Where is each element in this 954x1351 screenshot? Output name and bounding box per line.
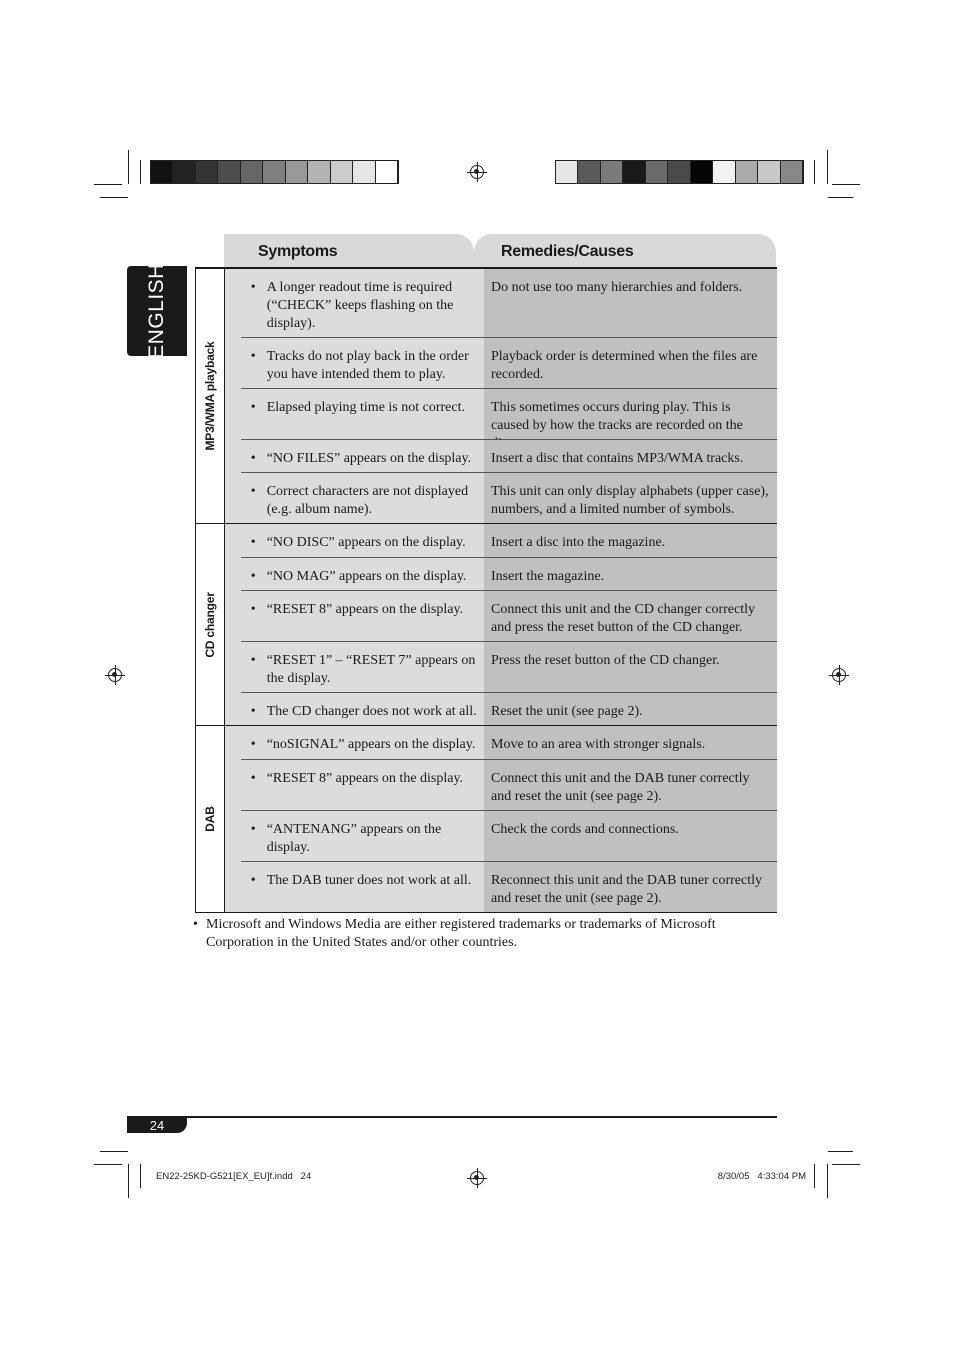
crop-mark — [140, 160, 141, 184]
group-label: MP3/WMA playback — [203, 341, 217, 451]
table-row — [225, 692, 777, 725]
symptoms-header: Symptoms — [224, 234, 474, 267]
group-label-cell — [196, 524, 225, 725]
color-swatch — [646, 161, 668, 183]
crop-mark — [94, 184, 122, 185]
crop-mark — [814, 160, 815, 184]
remedy-cell: Do not use too many hierarchies and folders. — [484, 269, 777, 337]
color-swatch — [668, 161, 690, 183]
table-row — [225, 439, 777, 472]
symptom-cell: • “NO DISC” appears on the display. — [241, 524, 484, 557]
color-swatch — [331, 161, 353, 183]
color-swatch — [376, 161, 398, 183]
remedies-header: Remedies/Causes — [474, 234, 776, 267]
remedy-cell: Check the cords and connections. — [484, 810, 777, 861]
registration-mark-icon — [108, 668, 122, 682]
color-swatch — [556, 161, 578, 183]
symptom-cell: • “RESET 1” – “RESET 7” appears on the display. — [241, 641, 484, 692]
remedy-cell: This sometimes occurs during play. This is caused by how the tracks are recorded on the — [484, 388, 777, 439]
symptom-cell: • “noSIGNAL” appears on the display. — [241, 726, 484, 759]
table-row — [225, 472, 777, 523]
group-label-cell — [196, 269, 225, 523]
color-swatch — [353, 161, 375, 183]
color-swatch — [713, 161, 735, 183]
table-row — [225, 388, 777, 439]
color-swatch — [218, 161, 240, 183]
group-dab — [195, 726, 777, 913]
color-swatch — [691, 161, 713, 183]
color-bar-left — [150, 160, 399, 184]
symptom-cell: • A longer readout time is required (“CHECK” keeps flashing on the display). — [241, 269, 484, 337]
language-tab — [127, 263, 187, 359]
color-swatch — [241, 161, 263, 183]
color-swatch — [623, 161, 645, 183]
symptom-cell: • Correct characters are not displayed (e.g. album name). — [241, 472, 484, 523]
crop-mark — [832, 1164, 860, 1165]
symptom-cell: • Elapsed playing time is not correct. — [241, 388, 484, 439]
troubleshooting-table — [195, 267, 777, 913]
footer-rule — [127, 1116, 777, 1118]
table-row — [225, 641, 777, 692]
remedy-cell: This unit can only display alphabets (upper case), numbers, and a limited number of symbols. — [484, 472, 777, 523]
registration-mark-icon — [470, 165, 484, 179]
crop-mark — [140, 1164, 141, 1188]
table-row — [225, 524, 777, 557]
remedy-cell: Reconnect this unit and the DAB tuner correctly and reset the unit (see page 2). — [484, 861, 777, 912]
page-number: 24 — [127, 1118, 187, 1133]
remedy-cell: Insert a disc into the magazine. — [484, 524, 777, 557]
crop-mark — [828, 1151, 853, 1152]
table-row — [225, 726, 777, 759]
crop-mark — [128, 1164, 129, 1198]
color-swatch — [308, 161, 330, 183]
group-mp3-wma — [195, 269, 777, 524]
slug-filename: EN22-25KD-G521[EX_EU]f.indd 24 — [156, 1171, 312, 1182]
symptom-cell: • “NO FILES” appears on the display. — [241, 439, 484, 472]
symptom-cell: • Tracks do not play back in the order you have intended them to play. — [241, 337, 484, 388]
color-swatch — [758, 161, 780, 183]
color-swatch — [196, 161, 218, 183]
symptom-cell: • “RESET 8” appears on the display. — [241, 759, 484, 810]
symptom-cell: • “NO MAG” appears on the display. — [241, 557, 484, 590]
color-swatch — [173, 161, 195, 183]
crop-mark — [128, 150, 129, 184]
group-label: CD changer — [203, 591, 217, 658]
registration-mark-icon — [470, 1171, 484, 1185]
table-row — [225, 590, 777, 641]
crop-mark — [100, 197, 128, 198]
group-label-cell — [196, 726, 225, 912]
table-row — [225, 269, 777, 337]
remedy-cell: Connect this unit and the DAB tuner correctly and reset the unit (see page 2). — [484, 759, 777, 810]
color-bar-right — [555, 160, 804, 184]
slug-datetime: 8/30/05 4:33:04 PM — [717, 1171, 806, 1182]
table-row — [225, 557, 777, 590]
trademark-footnote: • Microsoft and Windows Media are either registered trademarks or trademarks of Microsoft Corporation in the United States and/or other countries. — [193, 916, 776, 952]
color-swatch — [736, 161, 758, 183]
color-swatch — [151, 161, 173, 183]
table-row — [225, 759, 777, 810]
crop-mark — [814, 1164, 815, 1188]
symptom-cell: • “RESET 8” appears on the display. — [241, 590, 484, 641]
remedy-cell: Insert the magazine. — [484, 557, 777, 590]
crop-mark — [94, 1164, 122, 1165]
remedy-cell: Connect this unit and the CD changer correctly and press the reset button of the CD changer. — [484, 590, 777, 641]
symptom-cell: • “ANTENANG” appears on the display. — [241, 810, 484, 861]
table-row — [225, 861, 777, 912]
table-row — [225, 337, 777, 388]
crop-mark — [828, 197, 853, 198]
remedy-cell: Move to an area with stronger signals. — [484, 726, 777, 759]
table-row — [225, 810, 777, 861]
symptom-cell: • The CD changer does not work at all. — [241, 692, 484, 725]
language-tab-label: ENGLISH — [145, 263, 168, 359]
color-swatch — [601, 161, 623, 183]
remedy-cell: Press the reset button of the CD changer. — [484, 641, 777, 692]
registration-mark-icon — [832, 668, 846, 682]
group-cd-changer — [195, 524, 777, 726]
group-label: DAB — [203, 806, 217, 832]
remedy-cell: Playback order is determined when the files are recorded. — [484, 337, 777, 388]
remedy-cell: Insert a disc that contains MP3/WMA tracks. — [484, 439, 777, 472]
crop-mark — [827, 150, 828, 184]
symptom-cell: • The DAB tuner does not work at all. — [241, 861, 484, 912]
color-swatch — [286, 161, 308, 183]
color-swatch — [578, 161, 600, 183]
color-swatch — [781, 161, 803, 183]
color-swatch — [263, 161, 285, 183]
crop-mark — [832, 184, 860, 185]
crop-mark — [827, 1164, 828, 1198]
crop-mark — [100, 1151, 128, 1152]
remedy-cell: Reset the unit (see page 2). — [484, 692, 777, 725]
